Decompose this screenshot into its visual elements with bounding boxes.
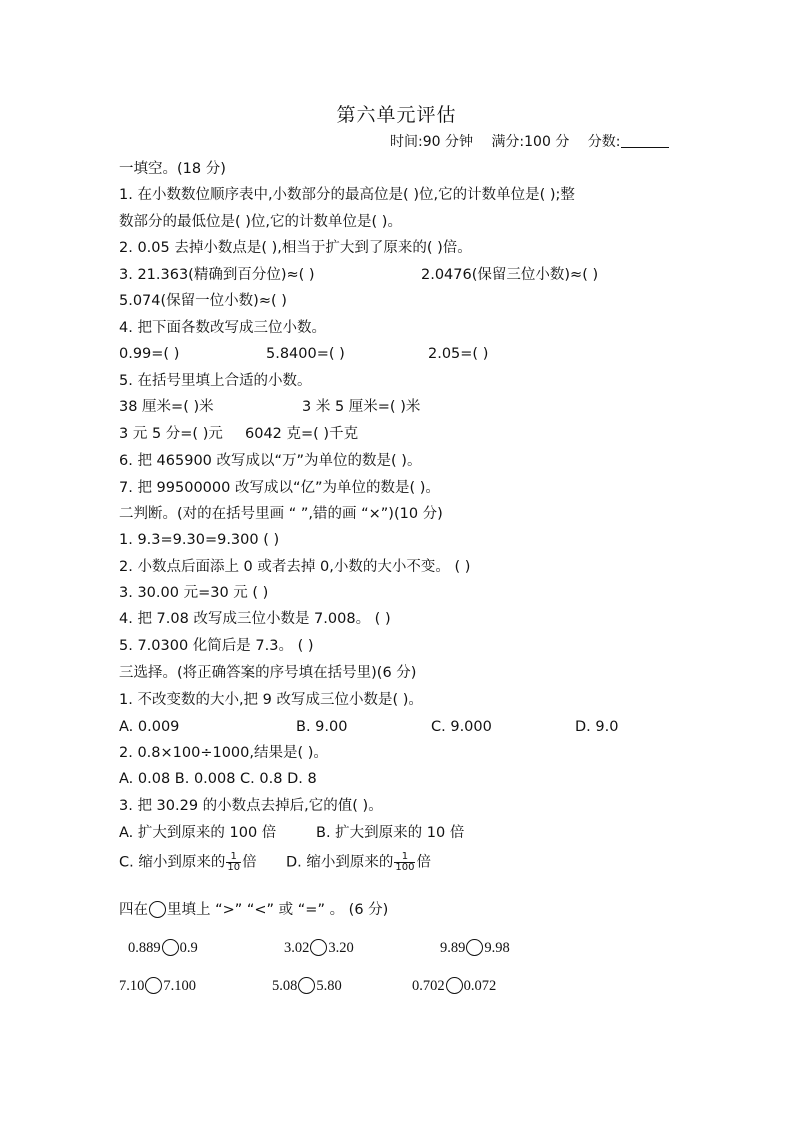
s3-q3-option-a: A. 扩大到原来的 100 倍 (119, 825, 277, 841)
exam-meta (390, 131, 669, 151)
s1-q4-item: 0.99=( ) (119, 346, 180, 362)
s3-q3-option-d (286, 852, 431, 873)
compare-circle[interactable] (298, 977, 315, 994)
time-limit: 时间:90 分钟 (390, 134, 473, 150)
compare-circle[interactable] (466, 939, 483, 956)
s1-q5-item: 3 元 5 分=( )元 (119, 426, 223, 442)
option-d-text: D. 缩小到原来的 (286, 854, 394, 871)
compare-left: 9.89 (440, 940, 466, 956)
s1-q5-item: 3 米 5 厘米=( )米 (302, 399, 421, 415)
section4-heading (119, 900, 388, 920)
s1-q1-line2: 数部分的最低位是( )位,它的计数单位是( )。 (119, 214, 402, 230)
fraction-1-100 (394, 852, 415, 873)
full-score: 满分:100 分 (491, 134, 570, 150)
s1-q4: 4. 把下面各数改写成三位小数。 (119, 320, 326, 336)
compare-right: 0.072 (463, 978, 497, 994)
compare-left: 5.08 (272, 978, 298, 994)
section1-heading: 一填空。(18 分) (119, 161, 226, 177)
score-blank[interactable] (621, 133, 669, 148)
s3-q2: 2. 0.8×100÷1000,结果是( )。 (119, 745, 328, 761)
s3-q1-option: B. 9.00 (296, 719, 348, 735)
s1-q2: 2. 0.05 去掉小数点是( ),相当于扩大到了原来的( )倍。 (119, 240, 472, 256)
s1-q5-item: 38 厘米=( )米 (119, 399, 214, 415)
s3-q1-option: A. 0.009 (119, 719, 180, 735)
compare-left: 0.889 (128, 940, 161, 956)
compare-right: 3.20 (328, 940, 354, 956)
s2-item: 5. 7.0300 化简后是 7.3。 ( ) (119, 638, 314, 654)
s1-q3a: 3. 21.363(精确到百分位)≈( ) (119, 267, 315, 283)
compare-item (128, 938, 198, 958)
s2-item: 1. 9.3=9.30=9.300 ( ) (119, 532, 280, 548)
compare-left: 7.10 (119, 978, 145, 994)
option-c-suffix: 倍 (242, 854, 257, 871)
option-d-suffix: 倍 (416, 854, 431, 871)
s3-q3-option-c (119, 852, 257, 873)
s1-q3b: 2.0476(保留三位小数)≈( ) (421, 267, 599, 283)
s3-q1-option: C. 9.000 (431, 719, 492, 735)
s1-q1-line1: 1. 在小数数位顺序表中,小数部分的最高位是( )位,它的计数单位是( );整 (119, 187, 575, 203)
fraction-numerator: 1 (394, 852, 415, 863)
s2-item: 3. 30.00 元=30 元 ( ) (119, 585, 269, 601)
compare-right: 7.100 (163, 978, 196, 994)
s4-heading-prefix: 四在 (119, 902, 148, 918)
compare-circle[interactable] (446, 977, 463, 994)
compare-item (440, 938, 510, 958)
option-c-text: C. 缩小到原来的 (119, 854, 226, 871)
s1-q4-item: 2.05=( ) (428, 346, 489, 362)
compare-right: 0.9 (179, 940, 198, 956)
s2-item: 2. 小数点后面添上 0 或者去掉 0,小数的大小不变。 ( ) (119, 559, 471, 575)
s3-q3: 3. 把 30.29 的小数点去掉后,它的值( )。 (119, 798, 383, 814)
compare-right: 5.80 (316, 978, 342, 994)
score-label: 分数: (587, 134, 621, 150)
s1-q7: 7. 把 99500000 改写成以“亿”为单位的数是( )。 (119, 480, 440, 496)
s3-q1: 1. 不改变数的大小,把 9 改写成三位小数是( )。 (119, 692, 423, 708)
compare-circle[interactable] (310, 939, 327, 956)
circle-icon (149, 901, 166, 918)
s4-heading-suffix: 里填上 “>” “<” 或 “=” 。 (6 分) (167, 902, 389, 918)
s3-q3-option-b: B. 扩大到原来的 10 倍 (316, 825, 465, 841)
fraction-numerator: 1 (226, 852, 241, 863)
compare-right: 9.98 (484, 940, 510, 956)
s1-q4-item: 5.8400=( ) (266, 346, 345, 362)
s3-q1-option: D. 9.0 (575, 719, 619, 735)
fraction-1-10 (226, 852, 241, 873)
compare-circle[interactable] (162, 939, 179, 956)
compare-item (119, 976, 196, 996)
section3-heading: 三选择。(将正确答案的序号填在括号里)(6 分) (119, 665, 417, 681)
compare-left: 3.02 (284, 940, 310, 956)
compare-left: 0.702 (412, 978, 445, 994)
page-title: 第六单元评估 (336, 104, 457, 126)
section2-heading: 二判断。(对的在括号里画 “ ”,错的画 “×”)(10 分) (119, 506, 443, 522)
s3-q2-options: A. 0.08 B. 0.008 C. 0.8 D. 8 (119, 771, 317, 787)
fraction-denominator: 10 (227, 862, 241, 873)
s2-item: 4. 把 7.08 改写成三位小数是 7.008。 ( ) (119, 611, 391, 627)
compare-item (412, 976, 496, 996)
s1-q6: 6. 把 465900 改写成以“万”为单位的数是( )。 (119, 453, 422, 469)
s1-q5-item: 6042 克=( )千克 (245, 426, 359, 442)
fraction-denominator: 100 (395, 862, 415, 873)
compare-item (272, 976, 342, 996)
compare-item (284, 938, 354, 958)
s1-q5: 5. 在括号里填上合适的小数。 (119, 373, 312, 389)
compare-circle[interactable] (145, 977, 162, 994)
s1-q3c: 5.074(保留一位小数)≈( ) (119, 293, 287, 309)
